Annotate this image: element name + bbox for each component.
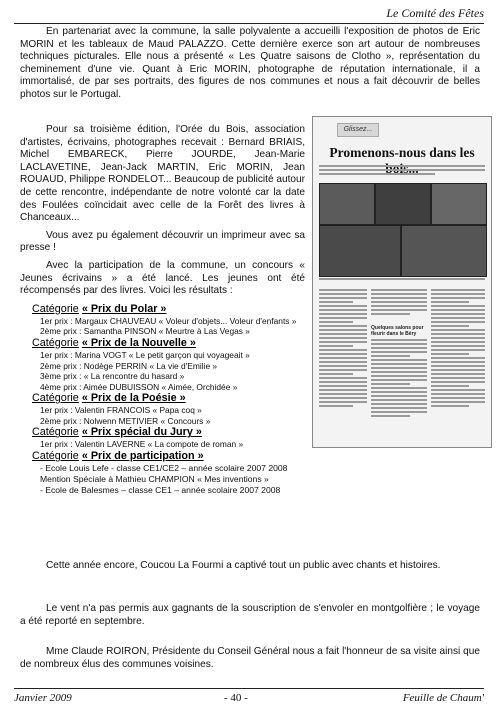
prize-entry: 2ème prix : Nodège PERRIN « La vie d'Emilie » — [40, 360, 218, 371]
participation-entry: - Ecole Louis Lefe - classe CE1/CE2 – année scolaire 2007 2008 — [40, 463, 288, 474]
clipping-photo — [319, 183, 375, 225]
category-heading: Catégorie « Prix spécial du Jury » — [32, 426, 202, 439]
clipping-badge: Glissez... — [337, 123, 379, 137]
category-heading: Catégorie « Prix de la Nouvelle » — [32, 336, 196, 349]
clipping-caption — [319, 278, 485, 284]
prize-entry: 1er prix : Valentin LAVERNE « La compote de roman » — [40, 439, 244, 450]
footer-divider — [14, 688, 484, 689]
publication-name: Feuille de Chaum' — [402, 692, 484, 704]
concours-paragraph: Avec la participation de la commune, un concours « Jeunes écrivains » a été lancé. Les jeunes ont été récompensés par des livres. Voici les résultats : — [20, 259, 305, 297]
clipping-text-column — [371, 339, 427, 439]
left-column — [20, 124, 305, 496]
category-heading: Catégorie « Prix de la Poésie » — [32, 392, 186, 405]
oree-paragraph: Pour sa troisième édition, l'Orée du Bois, association d'artistes, écrivains, photographes recevait : Bernard BRIAIS, Michel EMBARECK, Pierre JOURDE, Jean-Marie LACLAVETINE, Jean-Jack MARTIN, Eric MORIN, Jean ROUAUD, Philippe RONDELOT... Beaucoup de publicité autour de cette rencontre, indépendante de notre volonté car la date des Foulées coïncidait avec celle de la Forêt des livres à Chanceaux... — [20, 124, 306, 224]
prize-entry: 2ème prix : Samantha PINSON « Meurtre à Las Vegas » — [40, 326, 250, 337]
participation-mention: Mention Spéciale à Mathieu CHAMPION « Mes inventions » — [40, 474, 269, 485]
participation-entry: - Ecole de Balesmes – classe CE1 – année scolaire 2007 2008 — [40, 485, 281, 496]
clipping-photo — [401, 225, 487, 277]
category-heading: Catégorie « Prix de participation » — [32, 450, 204, 463]
clipping-lead-text — [319, 165, 485, 179]
clipping-photo — [375, 183, 431, 225]
prize-entry: 1er prix : Marina VOGT « Le petit garçon qui voyageait » — [40, 349, 250, 360]
clipping-subhead: Quelques salons pour fleurir dans le Béry — [371, 325, 424, 337]
clipping-headline: Promenons-nous dans les — [329, 145, 475, 160]
newspaper-clipping — [312, 116, 492, 448]
issue-date: Janvier 2009 — [14, 692, 72, 704]
header-divider — [14, 23, 484, 24]
coucou-paragraph: Cette année encore, Coucou La Fourmi a captivé tout un public avec chants et histoires. — [46, 560, 441, 571]
page-number: - 40 - — [224, 692, 248, 704]
prize-entry: 3ème prix : « La rencontre du hasard » — [40, 371, 185, 382]
roiron-paragraph: Mme Claude ROIRON, Présidente du Conseil Général nous a fait l'honneur de sa visite ainsi que de nombreux élus des communes voisines. — [20, 646, 480, 670]
section-title: Le Comité des Fêtes — [386, 6, 484, 20]
imprimeur-paragraph: Vous avez pu également découvrir un imprimeur avec sa presse ! — [20, 229, 305, 254]
prize-entry: 4ème prix : Aimée DUBUISSON « Aimée, Orchidée » — [40, 381, 238, 392]
intro-text: En partenariat avec la commune, la salle polyvalente a accueilli l'exposition de photos de Eric MORIN et les tableaux de Maud PALAZZO. Cette dernière exerce son art autour de nombreuses techniques picturales. Elle nous a présenté « Les Quatre saisons de Clotho », représentation du cheminement d'une vie. Quant à Eric MORIN, photographe de réputation internationale, il a immortalisé, de par ses portraits, des figures de nos communes et nous a fait découvrir de belles photos sur le Portugal. — [20, 26, 480, 100]
vent-paragraph: Le vent n'a pas permis aux gagnants de la souscription de s'envoler en montgolfière ; le voyage a été reporté en septembre. — [20, 603, 480, 627]
category-heading: Catégorie « Prix du Polar » — [32, 302, 167, 315]
clipping-photo — [431, 183, 487, 225]
clipping-text-column — [319, 289, 367, 439]
intro-paragraph — [20, 26, 480, 102]
prize-entry: 2ème prix : Nolwenn METIVIER « Concours » — [40, 415, 211, 426]
page-footer — [14, 688, 484, 710]
clipping-photo — [319, 225, 401, 277]
page-header — [14, 6, 484, 22]
prize-entry: 1er prix : Valentin FRANCOIS « Papa coq » — [40, 405, 202, 416]
prize-entry: 1er prix : Margaux CHAUVEAU « Voleur d'objets... Voleur d'enfants » — [40, 315, 297, 326]
clipping-text-column — [431, 289, 485, 439]
results-list — [20, 303, 305, 496]
